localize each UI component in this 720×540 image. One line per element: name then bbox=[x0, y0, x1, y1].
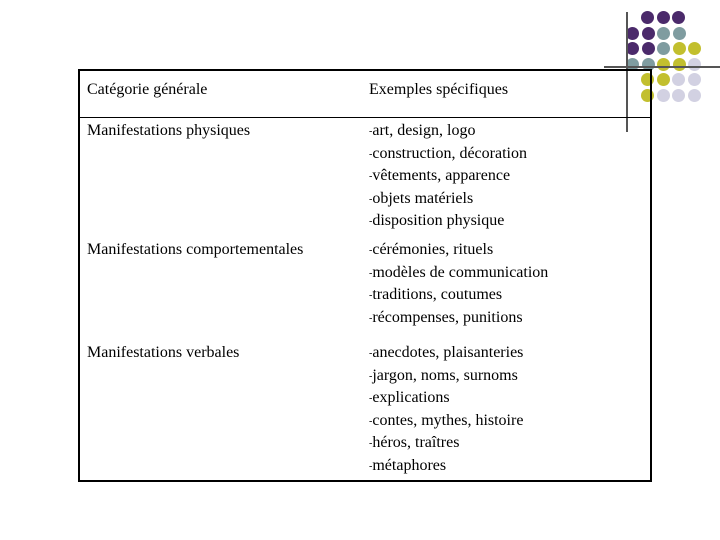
example-item: -cérémonies, rituels bbox=[369, 241, 494, 258]
decorative-dot bbox=[673, 58, 686, 71]
example-item: -héros, traîtres bbox=[369, 434, 460, 451]
row-category: Manifestations physiques bbox=[87, 122, 251, 139]
decorative-dot bbox=[688, 58, 701, 71]
example-item: -métaphores bbox=[369, 456, 447, 474]
row-examples bbox=[363, 338, 651, 481]
culture-manifestations-table bbox=[78, 69, 652, 482]
row-examples bbox=[363, 237, 651, 338]
decorative-dot bbox=[672, 73, 685, 86]
decorative-dot bbox=[688, 42, 701, 55]
decorative-dot bbox=[657, 11, 670, 24]
example-item: -explications bbox=[369, 389, 450, 406]
example-item: -objets matériels bbox=[369, 189, 474, 207]
decorative-dot bbox=[688, 73, 701, 86]
header-category: Catégorie générale bbox=[79, 70, 363, 118]
example-item: -contes, mythes, histoire bbox=[369, 411, 524, 429]
example-item: -traditions, coutumes bbox=[369, 286, 503, 303]
example-item: -anecdotes, plaisanteries bbox=[369, 344, 524, 361]
example-item: -vêtements, apparence bbox=[369, 167, 511, 184]
row-category: Manifestations comportementales bbox=[87, 241, 304, 258]
decorative-dot bbox=[657, 89, 670, 102]
decorative-dot bbox=[672, 11, 685, 24]
decorative-dot bbox=[657, 73, 670, 86]
decorative-dot bbox=[688, 89, 701, 102]
table-row bbox=[79, 338, 651, 481]
example-item: -art, design, logo bbox=[369, 122, 476, 139]
example-item: -construction, décoration bbox=[369, 144, 527, 162]
table-header-row bbox=[79, 70, 651, 118]
decorative-dot bbox=[641, 11, 654, 24]
decorative-dot bbox=[657, 42, 670, 55]
decorative-horizontal-line bbox=[604, 66, 720, 68]
example-item: -disposition physique bbox=[369, 212, 505, 229]
row-category: Manifestations verbales bbox=[87, 344, 240, 361]
table-row bbox=[79, 237, 651, 338]
decorative-dot bbox=[673, 27, 686, 40]
decorative-dot bbox=[673, 42, 686, 55]
example-item: -récompenses, punitions bbox=[369, 308, 523, 326]
header-examples: Exemples spécifiques bbox=[363, 70, 651, 118]
decorative-dot bbox=[642, 42, 655, 55]
table-row bbox=[79, 118, 651, 238]
row-examples bbox=[363, 118, 651, 238]
example-item: -modèles de communication bbox=[369, 263, 549, 281]
decorative-dot bbox=[657, 27, 670, 40]
decorative-dot bbox=[672, 89, 685, 102]
example-item: -jargon, noms, surnoms bbox=[369, 366, 518, 384]
decorative-dot bbox=[642, 27, 655, 40]
decorative-dot bbox=[657, 58, 670, 71]
